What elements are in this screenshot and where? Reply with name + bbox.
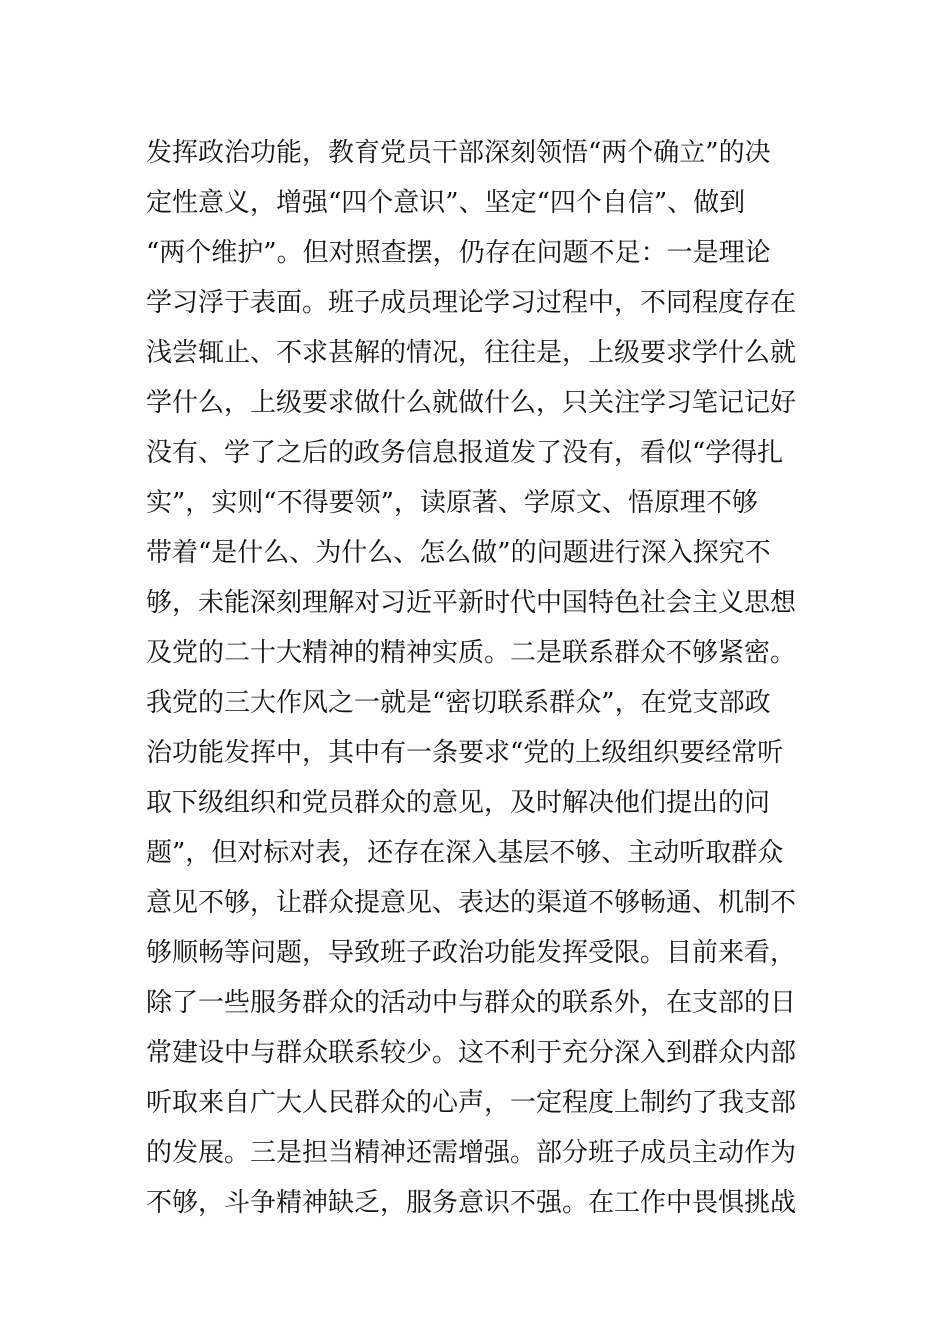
body-paragraph: 发挥政治功能，教育党员干部深刻领悟“两个确立”的决 定性意义，增强“四个意识”、坚定“四个自信”、做到 “两个维护”。但对照查摆，仍存在问题不足：一是理论 学习浮于表面。班子成员理论学习过程中，不同程度存在 浅尝辄止、不求甚解的情况，往往是，上级要求学什么就 学什么，上级要求做什么就做什么，只关注学习笔记记好 没有、学了之后的政务信息报道发了没有，看似“学得扎 实”，实则“不得要领”，读原著、学原文、悟原理不够 带着“是什么、为什么、怎么做”的问题进行深入探究不 够，未能深刻理解对习近平新时代中国特色社会主义思想 及党的二十大精神的精神实质。二是联系群众不够紧密。 我党的三大作风之一就是“密切联系群众”，在党支部政 治功能发挥中，其中有一条要求“党的上级组织要经常听 取下级组织和党员群众的意见，及时解决他们提出的问 题”，但对标对表，还存在深入基层不够、主动听取群众 意见不够，让群众提意见、表达的渠道不够畅通、机制不 够顺畅等问题，导致班子政治功能发挥受限。目前来看， 除了一些服务群众的活动中与群众的联系外，在支部的日 常建设中与群众联系较少。这不利于充分深入到群众内部 听取来自广大人民群众的心声，一定程度上制约了我支部 的发展。三是担当精神还需增强。部分班子成员主动作为 不够，斗争精神缺乏，服务意识不强。在工作中畏惧挑战 — [146, 138, 797, 1218]
